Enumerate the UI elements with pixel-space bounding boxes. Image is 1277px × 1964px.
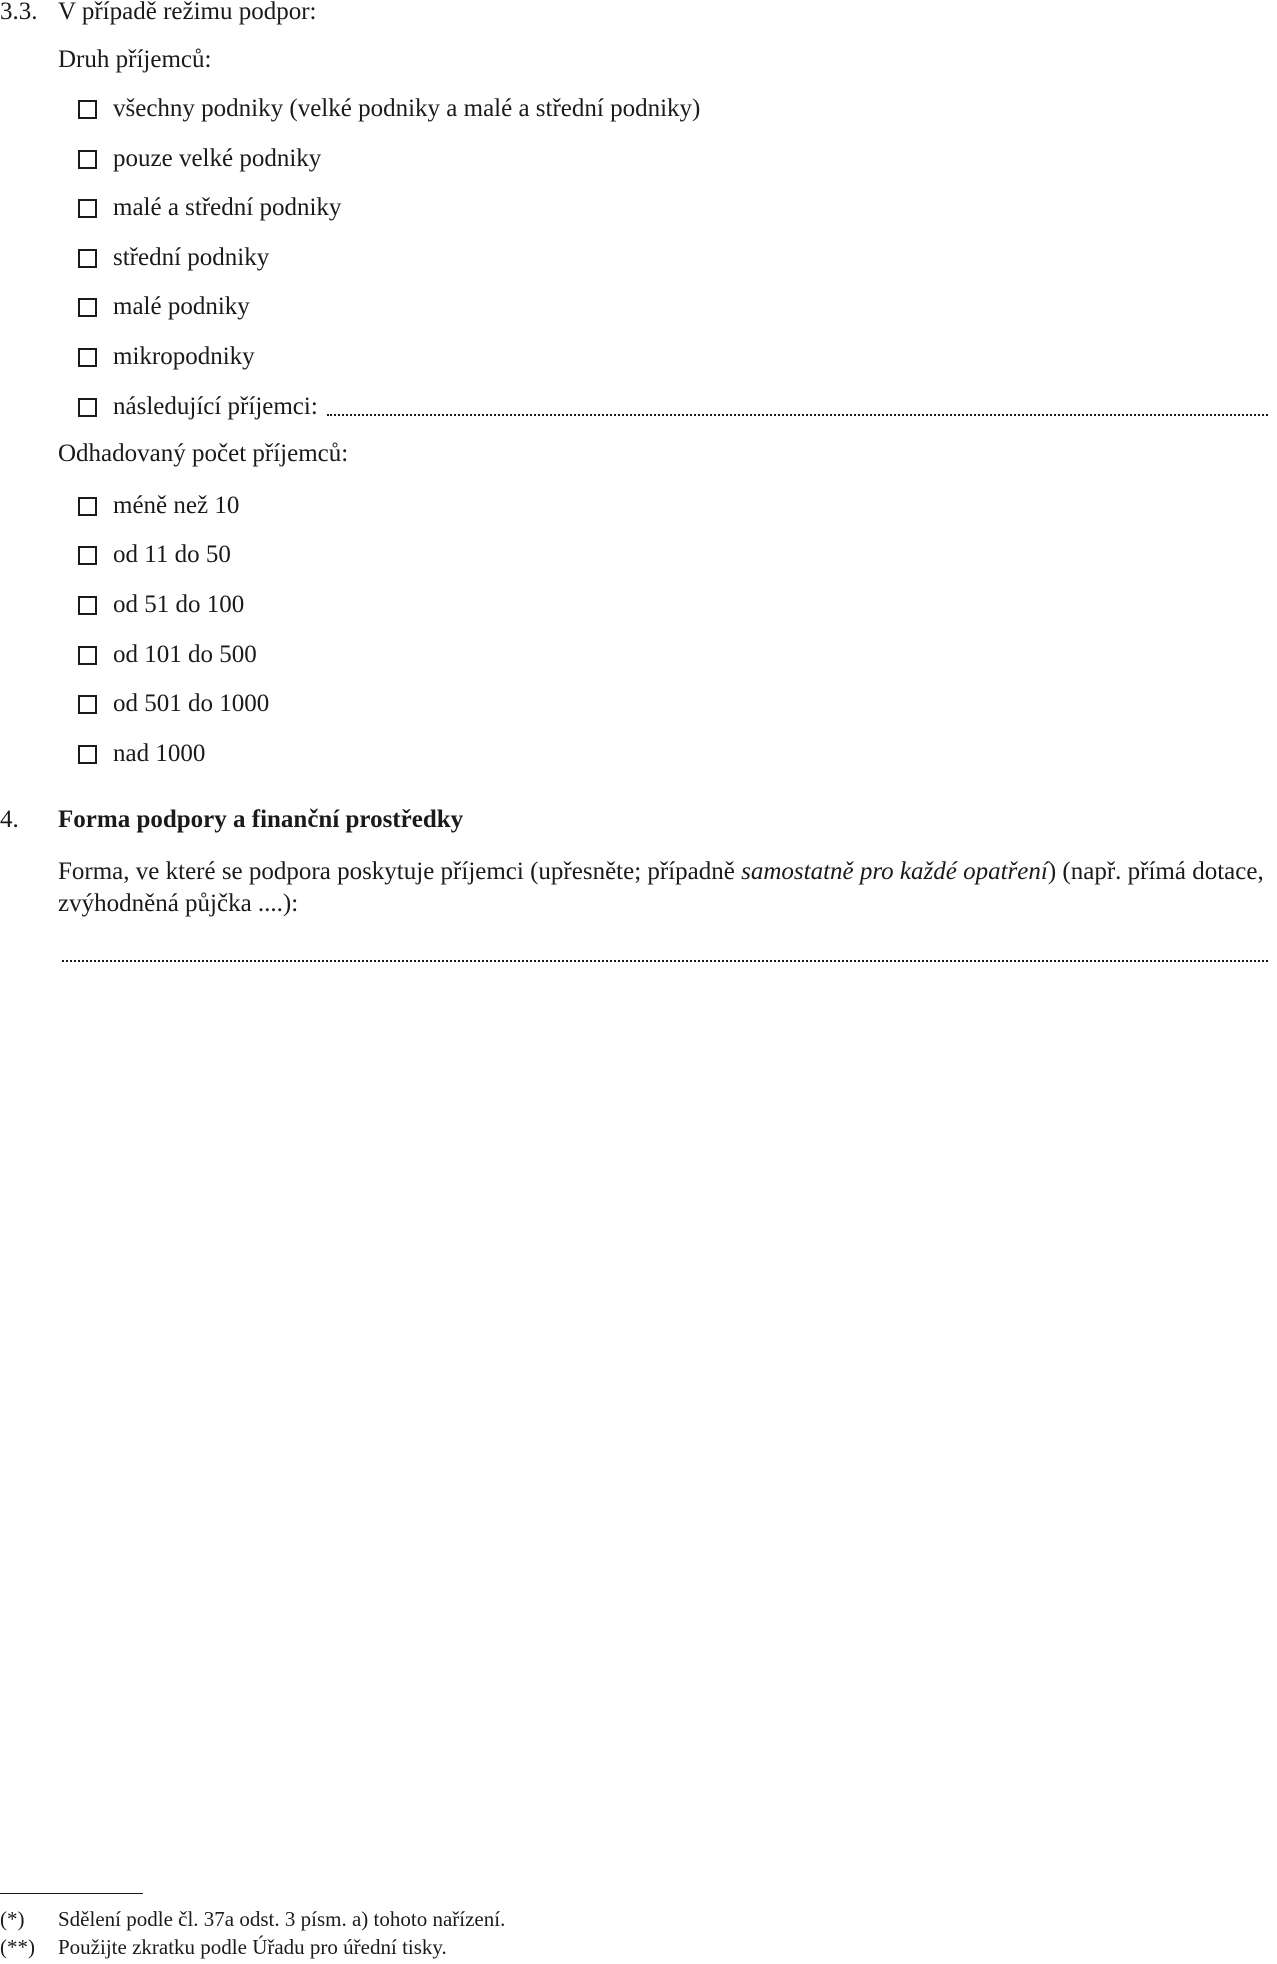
option-label: od 101 do 500 (113, 641, 257, 668)
checkbox-icon[interactable] (78, 150, 97, 169)
recipient-type-option[interactable] (78, 144, 321, 174)
option-label: od 11 do 50 (113, 541, 231, 568)
option-label: méně než 10 (113, 492, 240, 519)
option-label: malé podniky (113, 293, 250, 320)
checkbox-icon[interactable] (78, 695, 97, 714)
recipient-type-option[interactable] (78, 342, 255, 372)
checkbox-icon[interactable] (78, 298, 97, 317)
recipient-type-option[interactable] (78, 94, 700, 124)
footnote-mark: (**) (0, 1935, 35, 1959)
aid-form-instructions: Forma, ve které se podpora poskytuje příjemci (upřesněte; případně samostatně pro každé opatření) (např. přímá dotace, zvýhodněná půjčka ....): (58, 858, 1264, 917)
section-title: V případě režimu podpor: (58, 0, 317, 25)
option-label: mikropodniky (113, 343, 255, 370)
option-label: malé a střední podniky (113, 194, 342, 221)
recipient-type-option-other[interactable] (78, 392, 318, 422)
checkbox-icon[interactable] (78, 497, 97, 516)
checkbox-icon[interactable] (78, 546, 97, 565)
recipient-type-label: Druh příjemců: (58, 46, 212, 73)
checkbox-icon[interactable] (78, 745, 97, 764)
recipient-type-option[interactable] (78, 292, 250, 322)
section-title: Forma podpory a finanční prostředky (58, 806, 464, 833)
footnote-mark: (*) (0, 1907, 25, 1931)
aid-form-fill-line[interactable] (62, 960, 1268, 962)
estimated-count-option[interactable] (78, 689, 269, 719)
section-number: 3.3. (0, 0, 38, 25)
option-label: od 51 do 100 (113, 591, 245, 618)
checkbox-icon[interactable] (78, 596, 97, 615)
footnote-divider (0, 1893, 143, 1894)
option-label: následující příjemci: (113, 393, 318, 420)
checkbox-icon[interactable] (78, 249, 97, 268)
recipient-type-option[interactable] (78, 193, 341, 223)
other-recipients-fill-line[interactable] (327, 414, 1268, 416)
estimated-count-label: Odhadovaný počet příjemců: (58, 440, 349, 467)
option-label: od 501 do 1000 (113, 690, 270, 717)
checkbox-icon[interactable] (78, 646, 97, 665)
option-label: nad 1000 (113, 740, 206, 767)
footnote-text: Sdělení podle čl. 37a odst. 3 písm. a) tohoto nařízení. (58, 1907, 506, 1931)
option-label: střední podniky (113, 244, 270, 271)
estimated-count-option[interactable] (78, 590, 244, 620)
estimated-count-option[interactable] (78, 491, 239, 521)
estimated-count-option[interactable] (78, 739, 205, 769)
checkbox-icon[interactable] (78, 100, 97, 119)
option-label: všechny podniky (velké podniky a malé a střední podniky) (113, 95, 701, 122)
footnote-text: Použijte zkratku podle Úřadu pro úřední tisky. (58, 1935, 447, 1959)
checkbox-icon[interactable] (78, 199, 97, 218)
estimated-count-option[interactable] (78, 540, 231, 570)
option-label: pouze velké podniky (113, 145, 322, 172)
section-number: 4. (0, 806, 19, 833)
checkbox-icon[interactable] (78, 398, 97, 417)
estimated-count-option[interactable] (78, 640, 257, 670)
checkbox-icon[interactable] (78, 348, 97, 367)
recipient-type-option[interactable] (78, 243, 269, 273)
